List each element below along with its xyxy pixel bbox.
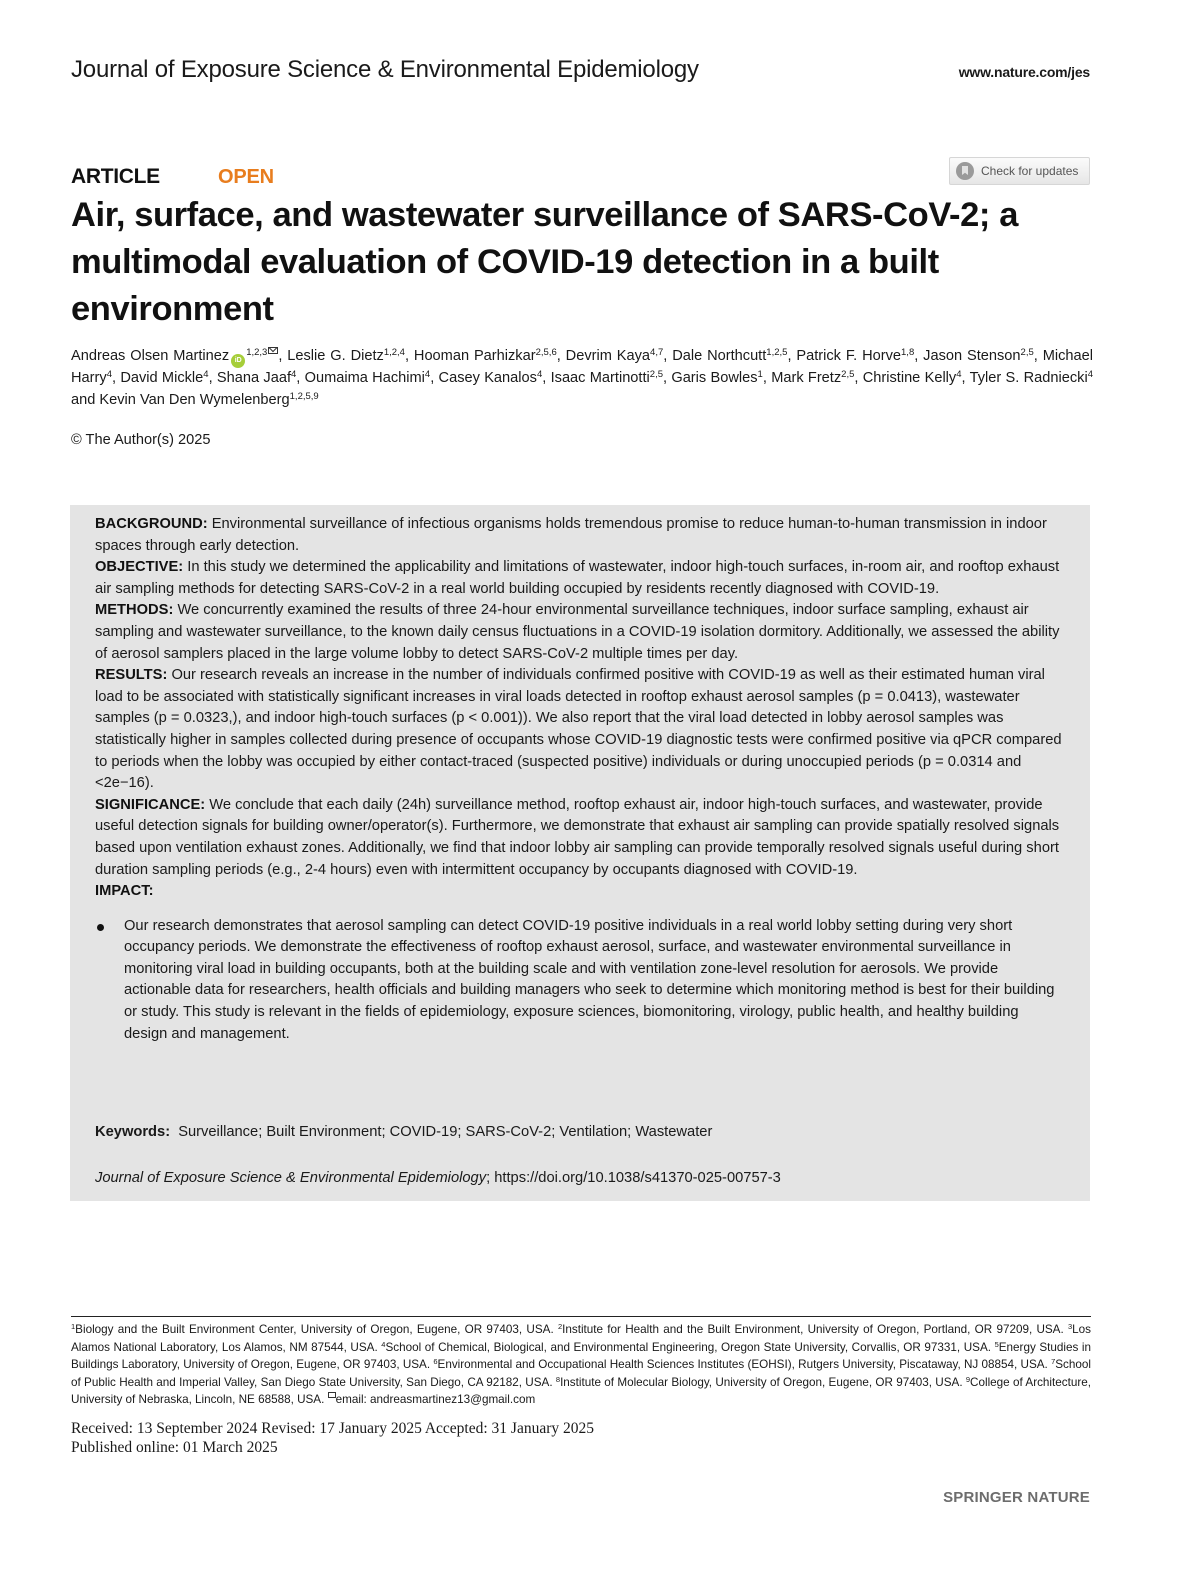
publication-dates [71, 1419, 594, 1457]
author-name[interactable]: Michael Harry [71, 348, 1093, 386]
author-name[interactable]: David Mickle [120, 370, 204, 386]
keywords-line [95, 1124, 712, 1140]
author-affiliation-marker: 1,8 [901, 347, 915, 358]
citation-journal: Journal of Exposure Science & Environmental Epidemiology [95, 1170, 487, 1186]
author-affiliation-marker: 4,7 [650, 347, 664, 358]
affiliation-number: 2 [557, 1322, 563, 1331]
author-affiliation-marker: 4 [536, 369, 543, 380]
keywords-heading: Keywords: [95, 1124, 171, 1140]
impact-item: Our research demonstrates that aerosol sampling can detect COVID-19 positive individuals in a real world lobby setting during very short occupancy periods. We demonstrate the effectiveness of rooftop exhaust aerosol, surface, and wastewater environmental surveillance in monitoring viral load in building occupants, both at the building scale and with ventilation zone-level resolution for aerosols. We provide actionable data for researchers, health officials and building managers who seek to determine which monitoring method is best for their building or study. This study is relevant in the fields of epidemiology, exposure sciences, biomonitoring, virology, public health, and healthy building design and management. [95, 916, 1065, 1046]
published-online-line: Published online: 01 March 2025 [71, 1439, 278, 1456]
author-name[interactable]: Casey Kanalos [438, 370, 537, 386]
author-name[interactable]: Dale Northcutt [672, 348, 767, 364]
author-name[interactable]: Jason Stenson [923, 348, 1021, 364]
open-access-badge: OPEN [218, 166, 274, 188]
author-affiliation-marker: 1,2,5,9 [289, 390, 319, 402]
journal-name: Journal of Exposure Science & Environmental Epidemiology [71, 56, 699, 83]
author-affiliation-marker: 4 [291, 369, 297, 380]
abstract-background [95, 514, 1065, 557]
significance-heading: SIGNIFICANCE: [95, 796, 206, 813]
author-name[interactable]: Oumaima Hachimi [304, 370, 425, 386]
received-revised-accepted-line: Received: 13 September 2024 Revised: 17 January 2025 Accepted: 31 January 2025 [71, 1420, 594, 1437]
background-heading: BACKGROUND: [95, 516, 208, 532]
impact-heading: IMPACT: [95, 883, 154, 900]
affiliation-text: Energy Studies in Buildings Laboratory, University of Oregon, Eugene, OR 97403, USA. [71, 1340, 1092, 1372]
abstract-significance [95, 795, 1065, 881]
author-name[interactable]: Patrick F. Horve [796, 348, 902, 364]
author-name[interactable]: Tyler S. Radniecki [969, 370, 1088, 386]
publisher-logo: SPRINGER NATURE [943, 1489, 1090, 1506]
envelope-icon [328, 1392, 336, 1398]
methods-heading: METHODS: [95, 602, 174, 619]
affiliation-text: Institute of Molecular Biology, University of Oregon, Eugene, OR 97403, USA. [560, 1375, 966, 1389]
objective-heading: OBJECTIVE: [95, 559, 184, 576]
author-affiliation-marker: 2,5 [649, 369, 663, 380]
journal-url-link[interactable]: www.nature.com/jes [958, 64, 1090, 80]
abstract-body [95, 514, 1065, 1045]
doi-link[interactable]: ; https://doi.org/10.1038/s41370-025-00757-3 [486, 1170, 781, 1186]
author-name[interactable]: Shana Jaaf [216, 370, 291, 386]
affiliation-text: School of Chemical, Biological, and Environmental Engineering, Oregon State University, Corvallis, OR 97331, USA. [385, 1340, 995, 1354]
affiliation-number: 7 [1051, 1357, 1056, 1367]
affiliation-text: School of Public Health and Imperial Valley, San Diego State University, San Diego, CA 92182, USA. [71, 1358, 1091, 1389]
keywords-text: Surveillance; Built Environment; COVID-19; SARS-CoV-2; Ventilation; Wastewater [178, 1124, 713, 1140]
author-name[interactable]: Isaac Martinotti [550, 370, 650, 386]
author-affiliation-marker: 2,5,6 [535, 347, 557, 358]
orcid-icon[interactable]: iD [231, 354, 245, 368]
author-affiliation-marker: 1,2,3 [246, 347, 268, 358]
author-name[interactable]: Kevin Van Den Wymelenberg [99, 391, 290, 408]
affiliation-number: 4 [381, 1339, 386, 1349]
background-text: Environmental surveillance of infectious organisms holds tremendous promise to reduce human-to-human transmission in indoor spaces through early detection. [95, 516, 1047, 554]
author-affiliation-marker: 4 [424, 369, 431, 380]
objective-text: In this study we determined the applicability and limitations of wastewater, indoor high-touch surfaces, in-room air, and rooftop exhaust air sampling methods for detecting SARS-CoV-2 in a real world building occupied by residents recently diagnosed with COVID-19. [95, 559, 1060, 597]
envelope-icon[interactable] [268, 347, 278, 354]
abstract-impact [95, 881, 1065, 903]
abstract-methods [95, 600, 1065, 665]
author-affiliation-marker: 2,5 [841, 369, 855, 380]
author-name[interactable]: Garis Bowles [671, 370, 758, 386]
article-type-label: ARTICLE [71, 165, 160, 188]
author-name[interactable]: Christine Kelly [862, 370, 957, 386]
affiliation-text: College of Architecture, University of Nebraska, Lincoln, NE 68588, USA. [71, 1375, 1092, 1407]
author-affiliation-marker: 4 [1087, 369, 1093, 380]
results-text: Our research reveals an increase in the number of individuals confirmed positive with COVID-19 as well as their estimated human viral load to be associated with statistically significant increases in viral loads detected in rooftop exhaust aerosol samples (p = 0.0413), wastewater samples (p = 0.0323,), and indoor high-touch surfaces (p < 0.001)). We also report that the viral load detected in lobby aerosol samples was statistically higher in samples collected during presence of occupants whose COVID-19 diagnostic tests were confirmed positive via qPCR compared to periods when the lobby was occupied by either contact-traced (suspected positive) individuals or during unoccupied periods (p = 0.0314 and <2e−16). [95, 667, 1062, 792]
author-name[interactable]: Devrim Kaya [565, 348, 651, 364]
author-affiliation-marker: 1 [757, 369, 763, 380]
affiliation-text: Biology and the Built Environment Center, University of Oregon, Eugene, OR 97403, USA. [75, 1323, 558, 1336]
impact-list [95, 916, 1065, 1046]
check-for-updates-label: Check for updates [981, 164, 1079, 178]
affiliation-text: Institute for Health and the Built Environment, University of Oregon, Portland, OR 97209, USA. [562, 1323, 1068, 1336]
author-affiliation-marker: 1,2,4 [383, 347, 405, 358]
copyright-notice: © The Author(s) 2025 [71, 432, 211, 448]
significance-text: We conclude that each daily (24h) surveillance method, rooftop exhaust air, indoor high-touch surfaces, and wastewater, provide useful detection signals for building owner/operator(s). Furthermore, we demonstrate that exhaust air sampling can provide spatially resolved signals based upon ventilation exhaust zones. Additionally, we find that indoor lobby air sampling can provide temporally resolved signals useful during short duration sampling periods (e.g., 2-4 hours) even with intermittent occupancy by occupants diagnosed with COVID-19. [95, 796, 1060, 878]
affiliation-number: 9 [965, 1374, 971, 1384]
footnote-divider [71, 1316, 1091, 1317]
author-affiliation-marker: 1,2,5 [766, 347, 788, 358]
author-name[interactable]: Mark Fretz [771, 370, 842, 386]
author-name[interactable]: Andreas Olsen Martinez [71, 348, 230, 364]
author-list: Andreas Olsen Martinez iD$^{1,2,3}$ , Leslie G. Dietz$^{1,2,4}$, Hooman Parhizkar$^{2,5,6}$, Devrim Kaya$^{4,7}$, Dale Northcutt$^{1,2,5}$, Patrick F. Horve$^{1,8}$, Jason Stenson$^{2,5}$, Michael Harry$^4$, David Mickle$^4$, Shana Jaaf$^4$, Oumaima Hachimi$^4$, Casey Kanalos$^4$, Isaac Martinotti$^{2,5}$, Garis Bowles$^1$, Mark Fretz$^{2,5}$, Christine Kelly$^4$, Tyler S. Radniecki$^4$ and Kevin Van Den Wymelenberg$^{1,2,5,9}$ [71, 347, 1093, 408]
author-affiliation-marker: 4 [203, 369, 209, 380]
citation-line [95, 1170, 781, 1186]
methods-text: We concurrently examined the results of three 24-hour environmental surveillance techniques, indoor surface sampling, exhaust air sampling and wastewater surveillance, to the known daily census fluctuations in a COVID-19 isolation dormitory. Additionally, we assessed the ability of aerosol samplers placed in the large volume lobby to detect SARS-CoV-2 multiple times per day. [95, 602, 1060, 662]
check-for-updates-button[interactable] [949, 157, 1090, 185]
abstract-box [70, 505, 1090, 1201]
results-heading: RESULTS: [95, 667, 168, 684]
affiliation-number: 5 [994, 1339, 999, 1349]
author-affiliation-marker: 2,5 [1020, 347, 1034, 358]
affiliation-number: 1 [71, 1322, 76, 1331]
abstract-results [95, 665, 1065, 795]
author-affiliation-marker: 4 [106, 369, 112, 380]
affiliation-number: 6 [433, 1357, 438, 1367]
affiliation-text: Los Alamos National Laboratory, Los Alamos, NM 87544, USA. [71, 1323, 1092, 1354]
article-title: Air, surface, and wastewater surveillance of SARS-CoV-2; a multimodal evaluation of COVID-19 detection in a built environment [71, 196, 1018, 328]
affiliation-text: Environmental and Occupational Health Sciences Institutes (EOHSI), Rutgers University, Piscataway, NJ 08854, USA. [437, 1358, 1052, 1372]
contact-email-link[interactable]: email: andreasmartinez13@gmail.com [335, 1393, 536, 1407]
author-affiliation-marker: 4 [956, 369, 962, 380]
author-name[interactable]: Leslie G. Dietz [287, 348, 384, 364]
affiliations-footnote [71, 1321, 1091, 1409]
abstract-objective [95, 557, 1065, 600]
author-name[interactable]: Hooman Parhizkar [413, 348, 536, 364]
bookmark-icon [956, 162, 974, 180]
affiliation-number: 8 [555, 1374, 561, 1384]
affiliation-number: 3 [1067, 1322, 1073, 1331]
